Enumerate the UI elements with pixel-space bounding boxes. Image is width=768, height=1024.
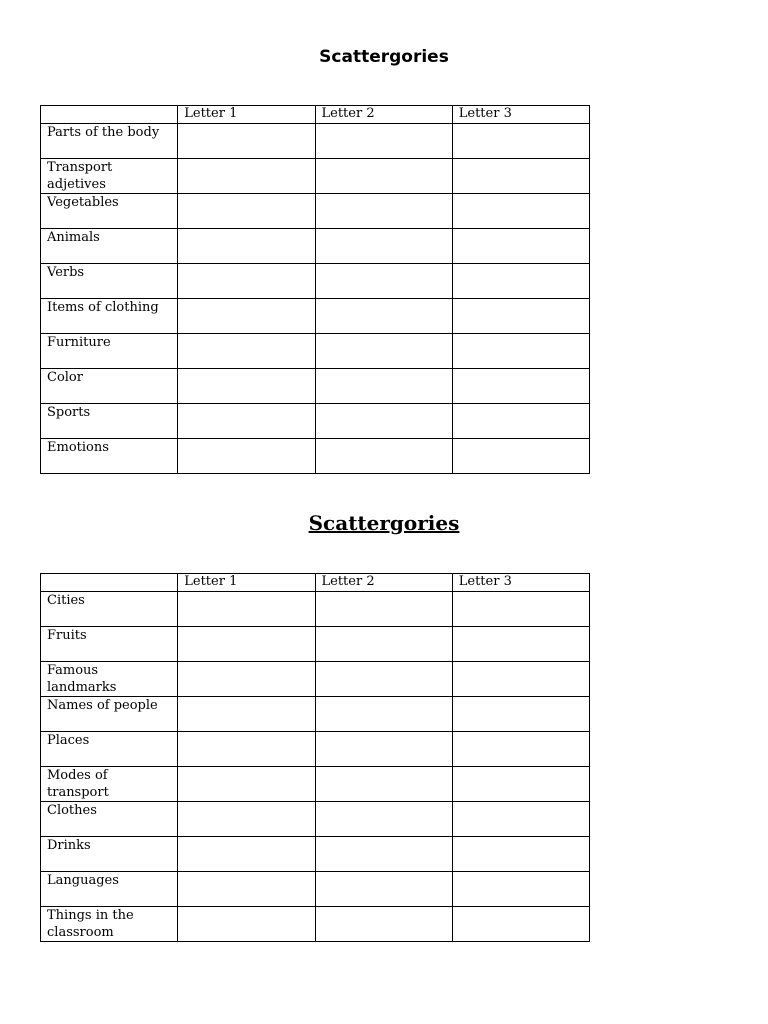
answer-cell-letter-2[interactable] bbox=[315, 439, 452, 474]
answer-cell-letter-1[interactable] bbox=[178, 194, 315, 229]
table-row bbox=[41, 662, 590, 697]
answer-cell-letter-1[interactable] bbox=[178, 732, 315, 767]
answer-cell-letter-2[interactable] bbox=[315, 627, 452, 662]
answer-cell-letter-1[interactable] bbox=[178, 264, 315, 299]
category-cell: Color bbox=[41, 369, 178, 404]
answer-cell-letter-3[interactable] bbox=[452, 767, 589, 802]
answer-cell-letter-2[interactable] bbox=[315, 907, 452, 942]
answer-cell-letter-3[interactable] bbox=[452, 627, 589, 662]
category-cell: Modes of transport bbox=[41, 767, 178, 802]
table-row bbox=[41, 159, 590, 194]
category-cell: Names of people bbox=[41, 697, 178, 732]
answer-cell-letter-2[interactable] bbox=[315, 264, 452, 299]
category-cell: Places bbox=[41, 732, 178, 767]
answer-cell-letter-1[interactable] bbox=[178, 404, 315, 439]
table-row bbox=[41, 732, 590, 767]
answer-cell-letter-3[interactable] bbox=[452, 194, 589, 229]
answer-cell-letter-2[interactable] bbox=[315, 802, 452, 837]
answer-cell-letter-2[interactable] bbox=[315, 194, 452, 229]
category-cell: Languages bbox=[41, 872, 178, 907]
answer-cell-letter-3[interactable] bbox=[452, 837, 589, 872]
category-cell: Furniture bbox=[41, 334, 178, 369]
answer-cell-letter-1[interactable] bbox=[178, 627, 315, 662]
answer-cell-letter-1[interactable] bbox=[178, 159, 315, 194]
scattergories-table-2 bbox=[40, 573, 590, 942]
answer-cell-letter-2[interactable] bbox=[315, 732, 452, 767]
header-letter-1: Letter 1 bbox=[178, 106, 315, 124]
table-row bbox=[41, 404, 590, 439]
answer-cell-letter-1[interactable] bbox=[178, 299, 315, 334]
answer-cell-letter-3[interactable] bbox=[452, 439, 589, 474]
answer-cell-letter-2[interactable] bbox=[315, 697, 452, 732]
category-cell: Cities bbox=[41, 592, 178, 627]
answer-cell-letter-1[interactable] bbox=[178, 369, 315, 404]
answer-cell-letter-1[interactable] bbox=[178, 229, 315, 264]
category-cell: Emotions bbox=[41, 439, 178, 474]
answer-cell-letter-1[interactable] bbox=[178, 334, 315, 369]
scattergories-table-1 bbox=[40, 105, 590, 474]
answer-cell-letter-1[interactable] bbox=[178, 697, 315, 732]
category-cell: Verbs bbox=[41, 264, 178, 299]
category-cell: Items of clothing bbox=[41, 299, 178, 334]
table-row bbox=[41, 124, 590, 159]
table-row bbox=[41, 907, 590, 942]
answer-cell-letter-3[interactable] bbox=[452, 334, 589, 369]
table-row bbox=[41, 194, 590, 229]
header-letter-1: Letter 1 bbox=[178, 574, 315, 592]
table-row bbox=[41, 837, 590, 872]
answer-cell-letter-1[interactable] bbox=[178, 662, 315, 697]
category-cell: Transport adjetives bbox=[41, 159, 178, 194]
header-letter-2: Letter 2 bbox=[315, 574, 452, 592]
category-cell: Things in the classroom bbox=[41, 907, 178, 942]
category-cell: Clothes bbox=[41, 802, 178, 837]
header-letter-2: Letter 2 bbox=[315, 106, 452, 124]
table-row bbox=[41, 627, 590, 662]
answer-cell-letter-2[interactable] bbox=[315, 124, 452, 159]
worksheet-title-1: Scattergories bbox=[319, 47, 449, 67]
header-letter-3: Letter 3 bbox=[452, 574, 589, 592]
answer-cell-letter-2[interactable] bbox=[315, 334, 452, 369]
answer-cell-letter-3[interactable] bbox=[452, 697, 589, 732]
answer-cell-letter-1[interactable] bbox=[178, 802, 315, 837]
category-cell: Sports bbox=[41, 404, 178, 439]
category-cell: Parts of the body bbox=[41, 124, 178, 159]
answer-cell-letter-1[interactable] bbox=[178, 837, 315, 872]
worksheet-title-2: Scattergories bbox=[308, 511, 460, 535]
header-blank-cell bbox=[41, 106, 178, 124]
category-cell: Drinks bbox=[41, 837, 178, 872]
table-row bbox=[41, 767, 590, 802]
table-row bbox=[41, 334, 590, 369]
answer-cell-letter-2[interactable] bbox=[315, 872, 452, 907]
answer-cell-letter-3[interactable] bbox=[452, 264, 589, 299]
header-row bbox=[41, 574, 590, 592]
answer-cell-letter-1[interactable] bbox=[178, 767, 315, 802]
answer-cell-letter-2[interactable] bbox=[315, 229, 452, 264]
category-cell: Famous landmarks bbox=[41, 662, 178, 697]
header-row bbox=[41, 106, 590, 124]
answer-cell-letter-3[interactable] bbox=[452, 732, 589, 767]
answer-cell-letter-2[interactable] bbox=[315, 404, 452, 439]
table-row bbox=[41, 439, 590, 474]
answer-cell-letter-3[interactable] bbox=[452, 592, 589, 627]
category-cell: Animals bbox=[41, 229, 178, 264]
table-row bbox=[41, 229, 590, 264]
answer-cell-letter-3[interactable] bbox=[452, 159, 589, 194]
answer-cell-letter-3[interactable] bbox=[452, 124, 589, 159]
table-row bbox=[41, 264, 590, 299]
answer-cell-letter-2[interactable] bbox=[315, 369, 452, 404]
answer-cell-letter-3[interactable] bbox=[452, 404, 589, 439]
header-blank-cell bbox=[41, 574, 178, 592]
answer-cell-letter-1[interactable] bbox=[178, 592, 315, 627]
answer-cell-letter-3[interactable] bbox=[452, 369, 589, 404]
answer-cell-letter-2[interactable] bbox=[315, 592, 452, 627]
answer-cell-letter-1[interactable] bbox=[178, 439, 315, 474]
answer-cell-letter-3[interactable] bbox=[452, 907, 589, 942]
category-cell: Fruits bbox=[41, 627, 178, 662]
answer-cell-letter-3[interactable] bbox=[452, 802, 589, 837]
answer-cell-letter-2[interactable] bbox=[315, 662, 452, 697]
answer-cell-letter-1[interactable] bbox=[178, 907, 315, 942]
answer-cell-letter-3[interactable] bbox=[452, 872, 589, 907]
table-row bbox=[41, 369, 590, 404]
answer-cell-letter-3[interactable] bbox=[452, 662, 589, 697]
category-cell: Vegetables bbox=[41, 194, 178, 229]
answer-cell-letter-2[interactable] bbox=[315, 159, 452, 194]
table-row bbox=[41, 802, 590, 837]
answer-cell-letter-1[interactable] bbox=[178, 124, 315, 159]
answer-cell-letter-2[interactable] bbox=[315, 299, 452, 334]
answer-cell-letter-1[interactable] bbox=[178, 872, 315, 907]
table-row bbox=[41, 872, 590, 907]
table-row bbox=[41, 299, 590, 334]
table-row bbox=[41, 697, 590, 732]
answer-cell-letter-2[interactable] bbox=[315, 837, 452, 872]
answer-cell-letter-2[interactable] bbox=[315, 767, 452, 802]
answer-cell-letter-3[interactable] bbox=[452, 229, 589, 264]
header-letter-3: Letter 3 bbox=[452, 106, 589, 124]
answer-cell-letter-3[interactable] bbox=[452, 299, 589, 334]
table-row bbox=[41, 592, 590, 627]
